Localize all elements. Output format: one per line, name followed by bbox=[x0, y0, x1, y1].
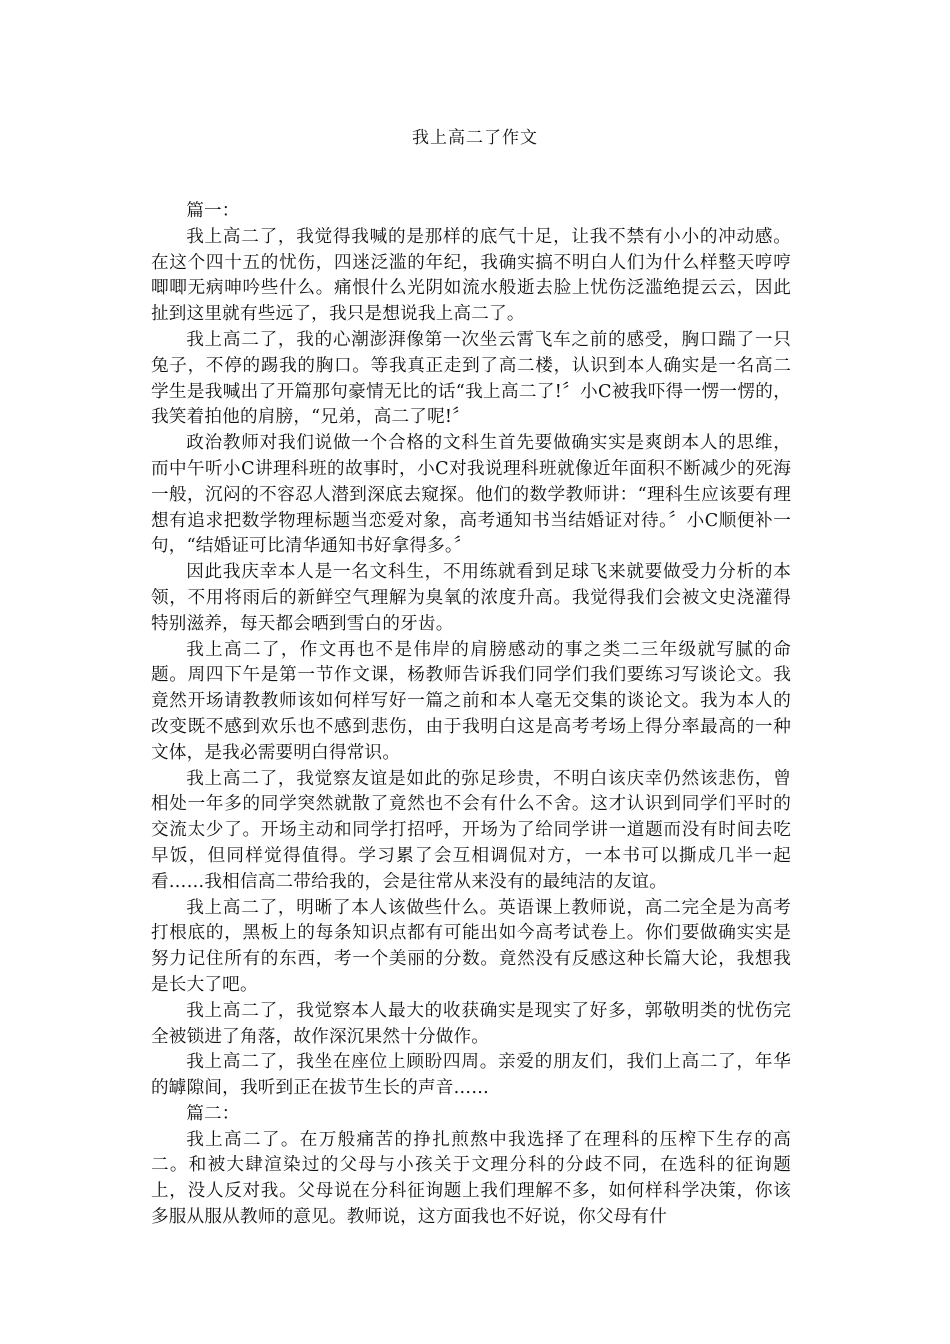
paragraph: 我上高二了，我觉察友谊是如此的弥足珍贵，不明白该庆幸仍然该悲伤，曾相处一年多的同学突然就散了竟然也不会有什么不舍。这才认识到同学们平时的交流太少了。开场主动和同学打招呼，开场为了给同学讲一道题而没有时间去吃早饭，但同样觉得值得。学习累了会互相调侃对方，一本书可以撕成几半一起看……我相信高二带给我的，会是往常从来没有的最纯洁的友谊。 bbox=[151, 768, 791, 892]
paragraph: 我上高二了。在万般痛苦的挣扎煎熬中我选择了在理科的压榨下生存的高二。和被大肆渲染过的父母与小孩关于文理分科的分歧不同，在选科的征询题上，没人反对我。父母说在分科征询题上我们理解不多，如何样科学决策，你该多服从服从教师的意见。教师说，这方面我也不好说，你父母有什 bbox=[151, 1129, 791, 1228]
paragraph: 政治教师对我们说做一个合格的文科生首先要做确实实是爽朗本人的思维，而中午听小C讲理科班的故事时，小C对我说理科班就像近年面积不断减少的死海一般，沉闷的不容忍人潜到深底去窥探。他们的数学教师讲：“理科生应该要有理想有追求把数学物理标题当恋爱对象，高考通知书当结婚证对待。〞小C顺便补一句，“结婚证可比清华通知书好拿得多。〞 bbox=[151, 433, 791, 557]
paragraph: 我上高二了，我的心潮澎湃像第一次坐云霄飞车之前的感受，胸口踹了一只兔子，不停的踢我的胸口。等我真正走到了高二楼，认识到本人确实是一名高二学生是我喊出了开篇那句豪情无比的话“我上高二了!〞小C被我吓得一愣一愣的，我笑着拍他的肩膀，“兄弟，高二了呢!〞 bbox=[151, 329, 791, 428]
section-heading: 篇一： bbox=[186, 201, 240, 221]
document-body bbox=[151, 199, 791, 1231]
paragraph: 我上高二了，我坐在座位上顾盼四周。亲爱的朋友们，我们上高二了，年华的罅隙间，我听到正在拔节生长的声音…… bbox=[151, 1052, 791, 1099]
section-heading: 篇二： bbox=[186, 1103, 240, 1124]
paragraph: 因此我庆幸本人是一名文科生，不用练就看到足球飞来就要做受力分析的本领，不用将雨后的新鲜空气理解为臭氧的浓度升高。我觉得我们会被文史浇灌得特别滋养，每天都会晒到雪白的牙齿。 bbox=[151, 562, 791, 634]
paragraph: 我上高二了，明晰了本人该做些什么。英语课上教师说，高二完全是为高考打根底的，黑板上的每条知识点都有可能出如今高考试卷上。你们要做确实实是努力记住所有的东西，考一个美丽的分数。竟然没有反感这种长篇大论，我想我是长大了吧。 bbox=[151, 897, 791, 995]
document-title: 我上高二了作文 bbox=[412, 128, 538, 148]
paragraph: 我上高二了，我觉得我喊的是那样的底气十足，让我不禁有小小的冲动感。在这个四十五的忧伤，四迷泛滥的年纪，我确实搞不明白人们为什么样整天哼哼唧唧无病呻吟些什么。痛恨什么光阴如流水般逝去脸上忧伤泛滥绝提云云，因此扯到这里就有些远了，我只是想说我上高二了。 bbox=[151, 226, 791, 325]
paragraph: 我上高二了，作文再也不是伟岸的肩膀感动的事之类二三年级就写腻的命题。周四下午是第一节作文课，杨教师告诉我们同学们我们要练习写谈论文。我竟然开场请教教师该如何样写好一篇之前和本人毫无交集的谈论文。我为本人的改变既不感到欢乐也不感到悲伤，由于我明白这是高考考场上得分率最高的一种文体，是我必需要明白得常识。 bbox=[151, 639, 791, 763]
paragraph: 我上高二了，我觉察本人最大的收获确实是现实了好多，郭敬明类的忧伤完全被锁进了角落，故作深沉果然十分做作。 bbox=[151, 1000, 791, 1047]
